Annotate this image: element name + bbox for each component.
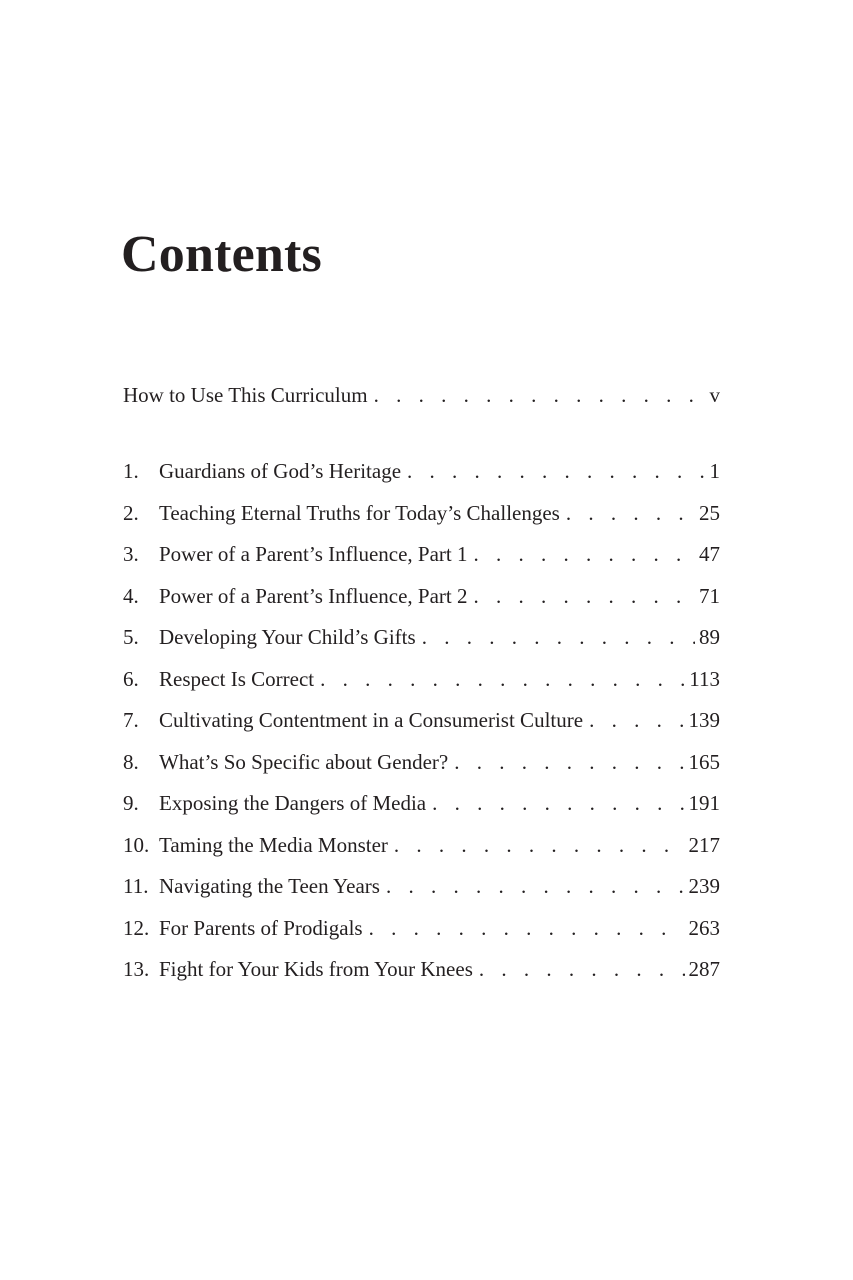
toc-entry-page: v <box>709 383 720 407</box>
chapter-title: Cultivating Contentment in a Consumerist Culture <box>159 708 584 732</box>
chapter-page: 263 <box>688 915 720 940</box>
dot-leader <box>388 832 685 859</box>
toc-entry-chapter-11[interactable] <box>123 873 720 900</box>
chapter-number: 2. <box>123 500 139 525</box>
dot-leader <box>560 500 695 527</box>
chapter-title: Developing Your Child’s Gifts <box>159 625 416 649</box>
chapter-number: 9. <box>123 791 139 815</box>
chapter-number: 6. <box>123 666 139 691</box>
chapter-number: 4. <box>123 583 139 608</box>
toc-chapter-list <box>123 458 720 998</box>
toc-entry-chapter-9[interactable] <box>123 790 720 817</box>
toc-entry-chapter-8[interactable] <box>123 749 720 776</box>
chapter-number: 10. <box>123 832 150 857</box>
chapter-number: 5. <box>123 625 139 649</box>
toc-entry-intro[interactable] <box>123 382 720 409</box>
chapter-title: Guardians of God’s Heritage <box>159 459 402 483</box>
chapter-page: 165 <box>688 749 720 774</box>
toc-intro-section <box>123 382 720 409</box>
toc-entry-chapter-12[interactable] <box>123 915 720 942</box>
page-title: Contents <box>121 226 322 283</box>
toc-entry-chapter-6[interactable] <box>123 666 720 693</box>
chapter-number: 8. <box>123 749 139 774</box>
toc-entry-chapter-10[interactable] <box>123 832 720 859</box>
dot-leader <box>468 541 696 568</box>
chapter-title: Navigating the Teen Years <box>159 874 380 898</box>
chapter-number: 12. <box>123 915 150 940</box>
toc-entry-title: How to Use This Curriculum <box>123 383 368 407</box>
toc-entry-chapter-4[interactable] <box>123 583 720 610</box>
dot-leader <box>314 666 685 693</box>
chapter-number: 13. <box>123 957 150 981</box>
chapter-page: 71 <box>699 583 720 608</box>
dot-leader <box>468 583 696 610</box>
chapter-number: 3. <box>123 542 139 566</box>
dot-leader <box>368 382 706 409</box>
chapter-page: 47 <box>699 542 720 566</box>
toc-entry-chapter-13[interactable] <box>123 956 720 983</box>
dot-leader <box>583 707 684 734</box>
toc-entry-chapter-1[interactable] <box>123 458 720 485</box>
toc-entry-chapter-2[interactable] <box>123 500 720 527</box>
chapter-title: Respect Is Correct <box>159 666 315 691</box>
chapter-title: Exposing the Dangers of Media <box>159 791 427 815</box>
dot-leader <box>380 873 685 900</box>
chapter-page: 191 <box>688 791 720 815</box>
chapter-page: 217 <box>688 832 720 857</box>
dot-leader <box>416 624 695 651</box>
dot-leader <box>363 915 685 942</box>
chapter-page: 239 <box>688 874 720 898</box>
toc-entry-chapter-5[interactable] <box>123 624 720 651</box>
chapter-title: Teaching Eternal Truths for Today’s Challenges <box>159 500 560 525</box>
chapter-title: What’s So Specific about Gender? <box>159 749 449 774</box>
chapter-page: 113 <box>689 666 720 691</box>
dot-leader <box>448 749 684 776</box>
dot-leader <box>401 458 705 485</box>
chapter-page: 89 <box>699 625 720 649</box>
chapter-number: 7. <box>123 708 139 732</box>
chapter-number: 11. <box>123 874 149 898</box>
chapter-title: For Parents of Prodigals <box>159 915 363 940</box>
chapter-page: 287 <box>688 957 720 981</box>
chapter-page: 139 <box>688 708 720 732</box>
chapter-page: 25 <box>699 500 720 525</box>
chapter-page: 1 <box>709 459 720 483</box>
chapter-title: Taming the Media Monster <box>159 832 388 857</box>
dot-leader <box>426 790 684 817</box>
toc-entry-chapter-7[interactable] <box>123 707 720 734</box>
chapter-title: Fight for Your Kids from Your Knees <box>159 957 473 981</box>
chapter-number: 1. <box>123 459 139 483</box>
dot-leader <box>473 956 685 983</box>
chapter-title: Power of a Parent’s Influence, Part 1 <box>159 542 468 566</box>
chapter-title: Power of a Parent’s Influence, Part 2 <box>159 583 468 608</box>
toc-entry-chapter-3[interactable] <box>123 541 720 568</box>
